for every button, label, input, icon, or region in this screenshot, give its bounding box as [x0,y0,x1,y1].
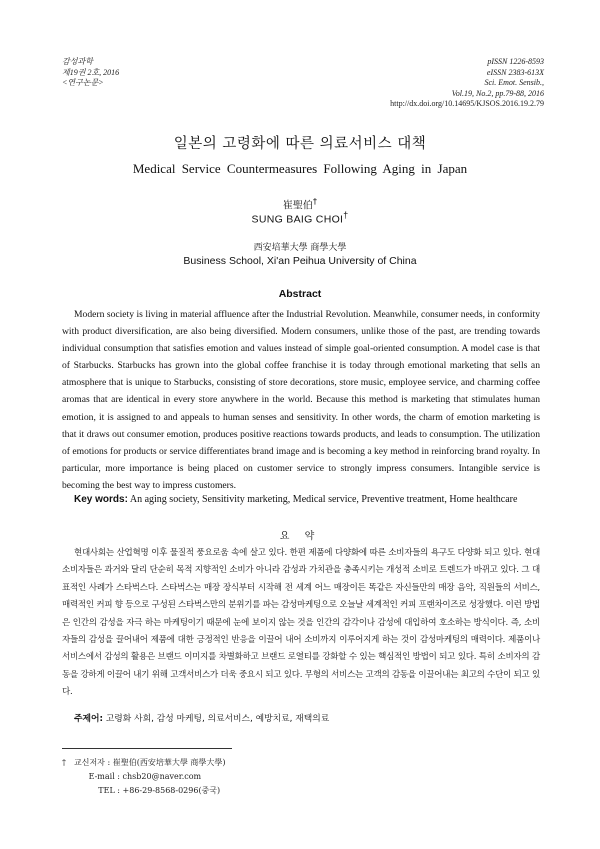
volume-pages: Vol.19, No.2, pp.79-88, 2016 [451,88,544,98]
journal-header-right [390,57,544,110]
pissn: pISSN 1226-8593 [487,57,544,66]
korean-keywords-label: 주제어: [74,714,104,724]
author-en-text: SUNG BAIG CHOI [251,213,344,226]
abstract-heading: Abstract [278,288,322,300]
eissn: eISSN 2383-613X [486,67,544,77]
footnote-author-value: 崔聖伯(西安培華大學 商學大學) [112,758,226,767]
footnote [62,756,226,798]
korean-summary-heading: 요 약 [279,531,321,542]
author-cjk-text: 崔聖伯 [282,200,313,212]
corresponding-mark: † [312,196,318,206]
corresponding-mark: † [343,210,349,220]
korean-summary-text: 현대사회는 산업혁명 이후 물질적 풍요로움 속에 살고 있다. 한편 제품에 다양화에 따른 소비자들의 욕구도 다양화 되고 있다. 현대 소비자들은 과거와 달리 단순히 목적 지향적인 소비가 아니라 감성과 가치관을 충족시키는 개성적 소비로 트렌드가 바뀌고 있다. 그 대표적인 사례가 스타벅스다. 스타벅스는 매장 장식부터 시작해 전 세계 어느 매장이든 똑같은 자신들만의 매장 음악, 직원들의 서비스, 매력적인 커피 향 등으로 구성된 스타벅스만의 분위기를 파는 감성마케팅으로 오늘날 세계적인 커피 프랜차이즈로 성장했다. 이런 방법은 인간의 감성을 자극 하는 마케팅이기 때문에 눈에 보이지 않는 것을 인간의 감각이나 감성에 대입하여 호소하는 방식이다. 즉, 소비자들의 감성을 끌어내어 제품에 대한 긍정적인 반응을 이끌어 내어 소비까지 이루어지게 하는 것이 감성마케팅의 매력이다. 제품이나 서비스에서 감성의 활용은 브랜드 이미지를 차별화하고 브랜드 로열티를 강화할 수 있는 핵심적인 방법이 되고 있다. 특히 소비자의 감동을 강하게 이끌어 내기 위해 고객서비스가 더욱 중요시 되고 있다. 무형의 서비스는 고객의 감동을 이끌어내는 최고의 수단이 되고 있다. [62,548,540,698]
journal-name-korean: 감성과학 [62,57,93,66]
footnote-tel-label: TEL : [98,786,120,795]
volume-issue-korean: 제19권 2호, 2016 [62,67,120,77]
title-english: Medical Service Countermeasures Following Aging in Japan [132,161,468,176]
footnote-email-label: E-mail : [88,772,120,781]
footnote-divider [62,748,232,749]
doi-link[interactable]: http://dx.doi.org/10.14695/KJSOS.2016.19.2.79 [390,99,544,108]
journal-abbrev: Sci. Emot. Sensib., [484,78,544,87]
keywords-list: An aging society, Sensitivity marketing, Medical service, Preventive treatment, Home healthcare [129,494,518,505]
footnote-email-row [62,770,226,784]
title-korean: 일본의 고령화에 따른 의료서비스 대책 [173,136,427,152]
journal-header-left [62,57,119,89]
footnote-author-label: 교신저자 : [74,758,111,767]
author-name-english [0,210,600,226]
footnote-email-value[interactable]: chsb20@naver.com [122,772,202,781]
footnote-tel-row [62,784,226,798]
keywords-english [62,492,540,507]
korean-keywords-list: 고령화 사회, 감성 마케팅, 의료서비스, 예방치료, 재택의료 [105,714,330,724]
keywords-label: Key words: [74,494,128,505]
abstract-text: Modern society is living in material affluence after the Industrial Revolution. Meanwhile, consumer needs, in conformity with product diversification, are also being diversified. Modern consumers, unlike those of the past, are trending towards individual consumption that satisfies emotion and values instead of simple goal-oriented consumption. A model case is that of Starbucks. Starbucks has grown into the global coffee franchise it is today through emotional marketing that sells an atmosphere that is unique to Starbucks, consisting of store decorations, store music, employee service, and charming coffee aromas that are identical in every store anywhere in the world. Because this method is marketing that stimulates human emotion, it is assigned to and appeals to human senses and sensitivity. In other words, the charm of emotion marketing is that it draws out consumer emotion, produces positive reactions towards products, and leads to consumption. The utilization of emotions for products or service differentiates brand image and is becoming a key method in reinforcing brand royalty. In particular, more importance is being placed on customer service to strongly impress consumers. Intangible service is becoming the best way to impress customers. [62,309,540,491]
footnote-tel-value: +86-29-8568-0296(중국) [122,786,221,795]
keywords-korean [74,712,540,726]
affiliation-english: Business School, Xi'an Peihua University of China [183,255,417,267]
footnote-mark: † [62,758,66,767]
footnote-author-row [62,756,226,770]
affiliation-cjk: 西安培華大學 商學大學 [253,243,347,253]
article-type: <연구논문> [62,78,104,87]
